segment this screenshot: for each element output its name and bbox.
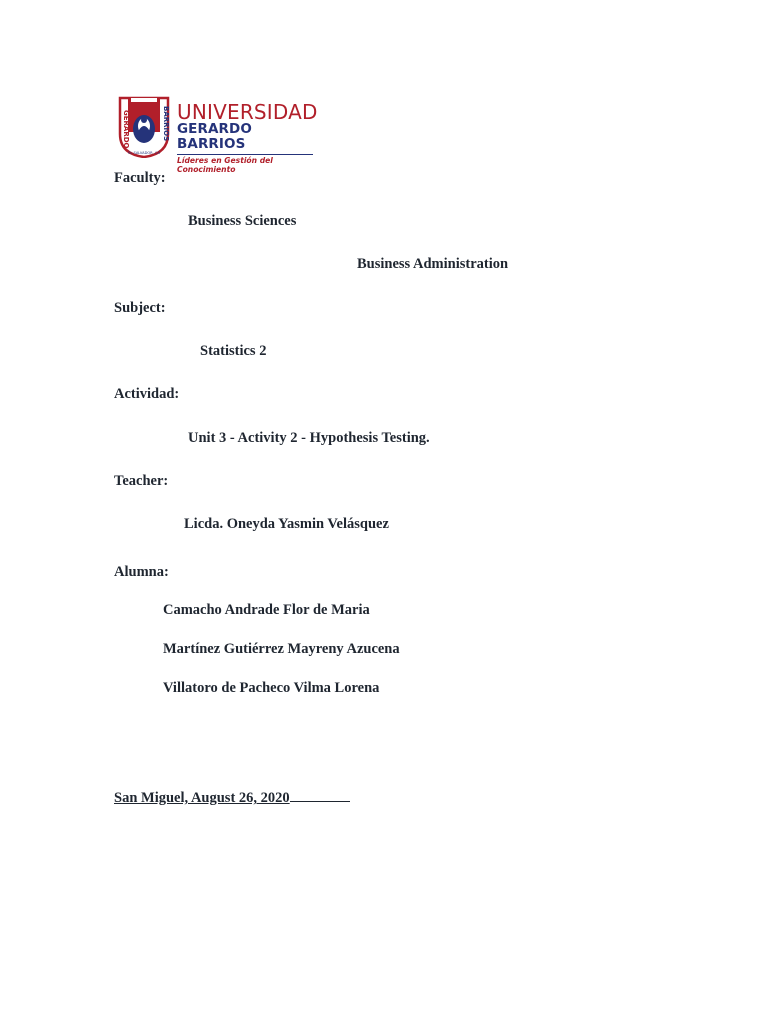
student-name: Villatoro de Pacheco Vilma Lorena — [163, 680, 380, 696]
teacher-label: Teacher: — [114, 473, 169, 489]
signature-blank-line — [290, 787, 350, 802]
logo-wordmark — [177, 102, 317, 174]
university-logo — [117, 96, 318, 174]
subject-value: Statistics 2 — [200, 343, 267, 359]
activity-value: Unit 3 - Activity 2 - Hypothesis Testing. — [188, 430, 430, 446]
faculty-value: Business Sciences — [188, 213, 297, 229]
students-label: Alumna: — [114, 564, 169, 580]
subject-label: Subject: — [114, 300, 166, 316]
student-name: Camacho Andrade Flor de Maria — [163, 602, 370, 618]
place-date — [114, 787, 350, 807]
activity-label: Actividad: — [114, 386, 180, 402]
shield-bottom-text: EL SALVADOR, CA — [128, 151, 160, 155]
career-value: Business Administration — [357, 256, 509, 272]
shield-right-text: BARRIOS — [162, 106, 170, 142]
university-shield-icon — [117, 96, 171, 158]
place-date-text: San Miguel, August 26, 2020 — [114, 790, 290, 806]
logo-tagline: Líderes en Gestión del Conocimiento — [177, 154, 313, 174]
faculty-label: Faculty: — [114, 170, 166, 186]
logo-university-name: GERARDO BARRIOS — [177, 121, 252, 152]
shield-left-text: GERARDO — [122, 110, 130, 149]
student-name: Martínez Gutiérrez Mayreny Azucena — [163, 641, 400, 657]
logo-university-word: UNIVERSIDAD — [177, 100, 318, 124]
teacher-value: Licda. Oneyda Yasmin Velásquez — [184, 516, 389, 532]
